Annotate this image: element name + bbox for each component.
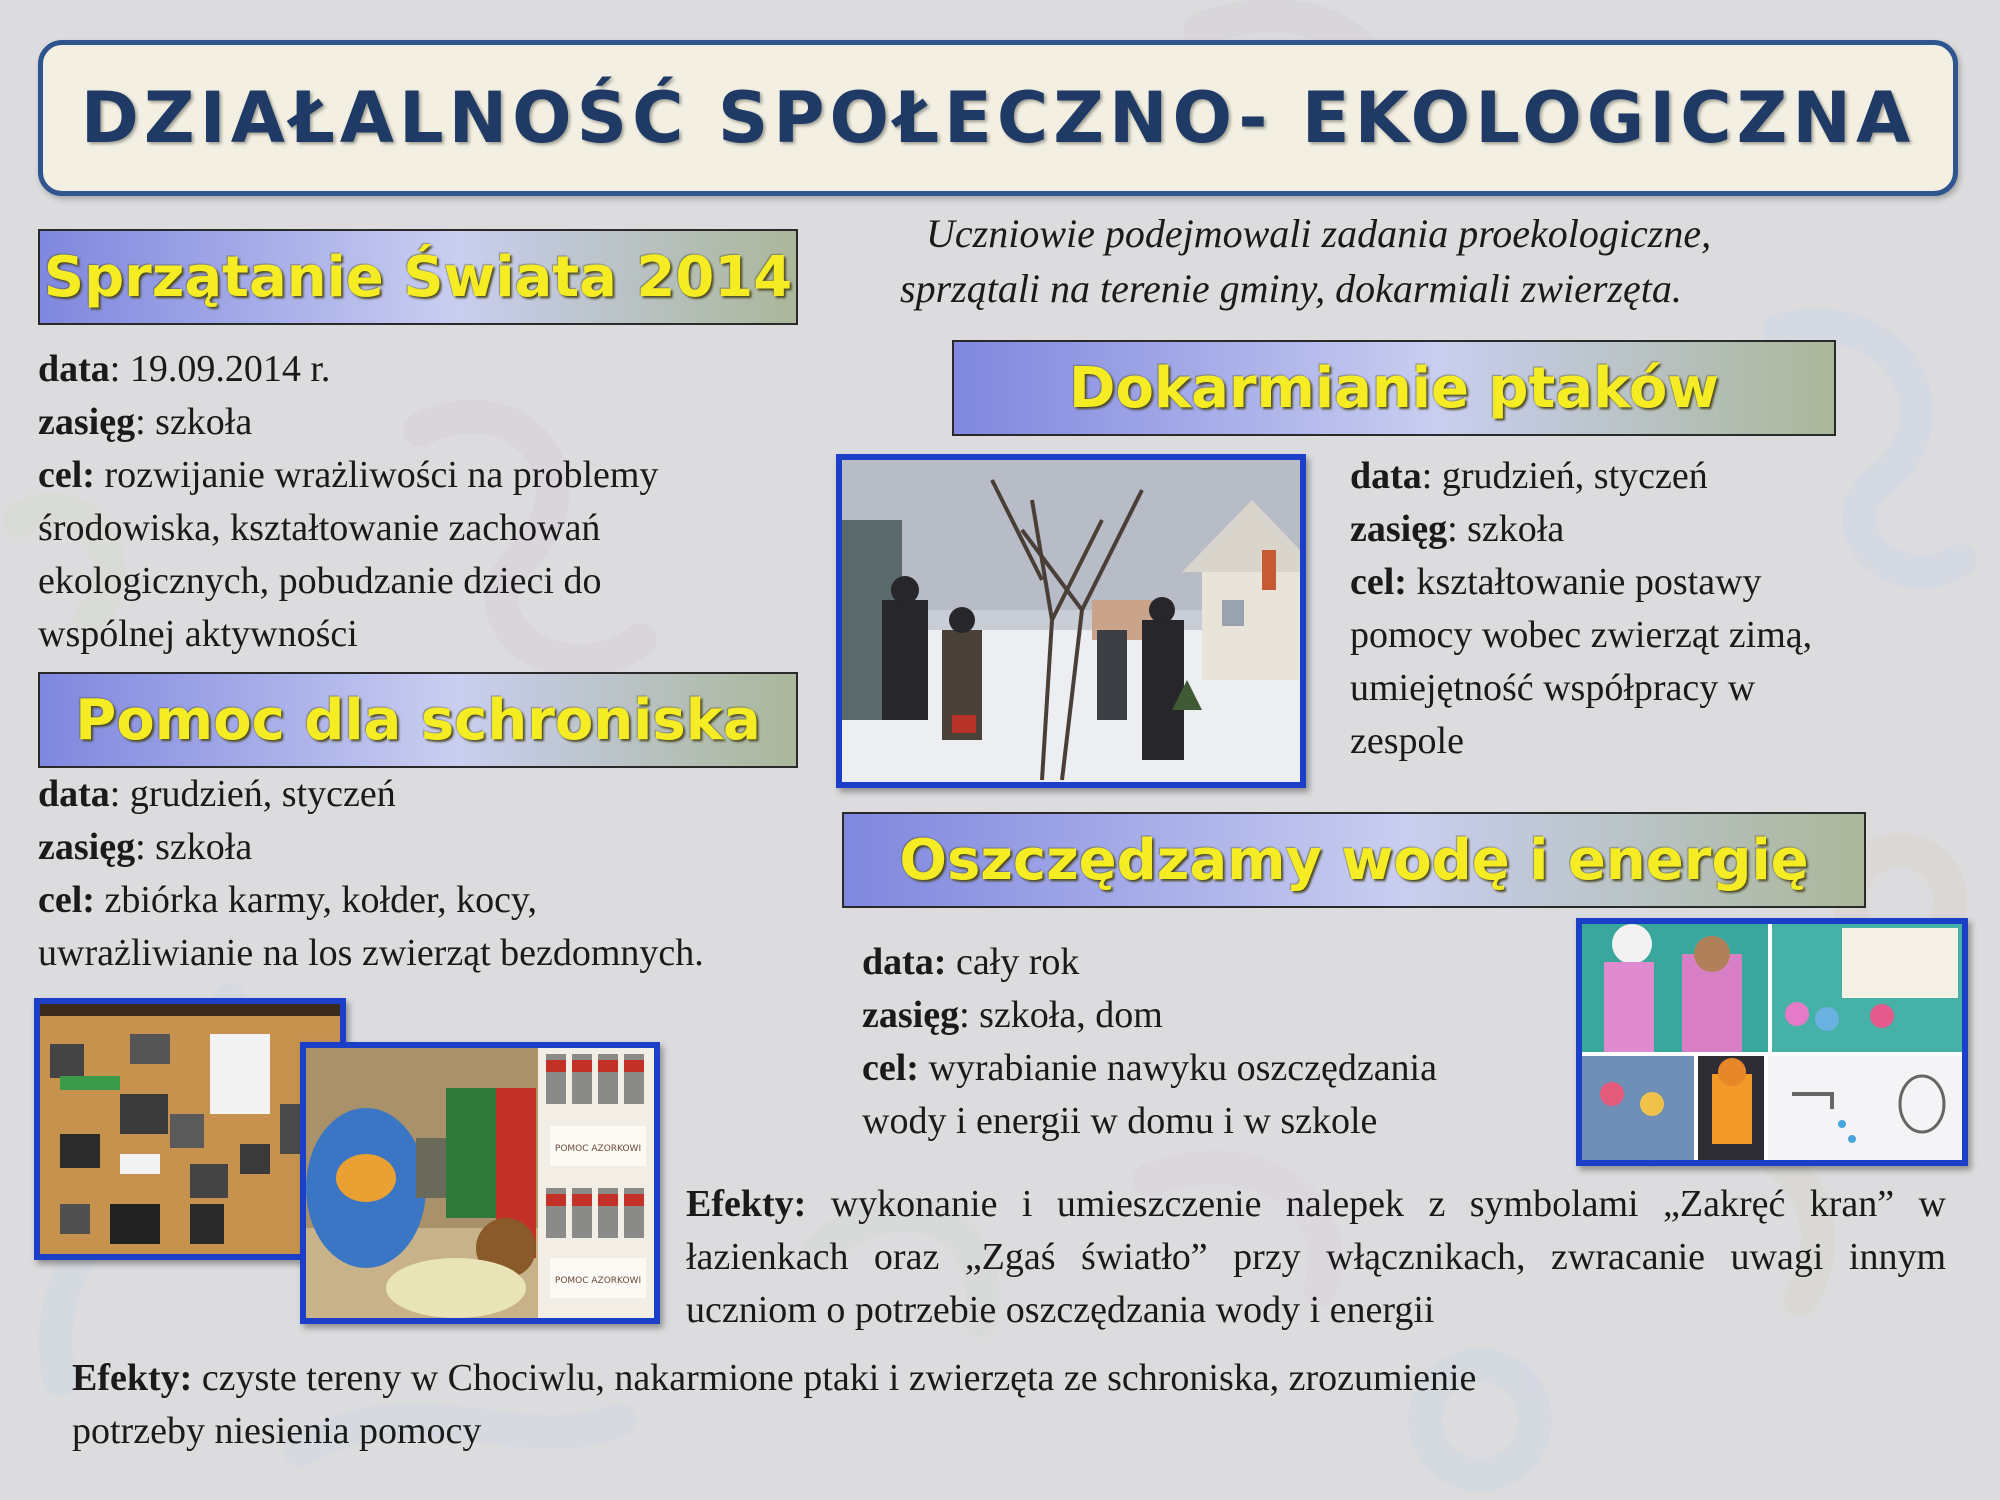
heading-woda: Oszczędzamy wodę i energię bbox=[899, 827, 1809, 893]
footer-efekty bbox=[72, 1352, 1952, 1458]
ptaki-data-value: : grudzień, styczeń bbox=[1421, 455, 1708, 497]
footer-efekty-line-2: potrzeby niesienia pomocy bbox=[72, 1410, 482, 1452]
sprzatanie-data-row bbox=[38, 343, 838, 396]
sprzatanie-details bbox=[38, 343, 838, 661]
ptaki-zasieg-row bbox=[1350, 503, 1970, 556]
label-cel: cel: bbox=[38, 454, 95, 496]
heading-woda-banner bbox=[842, 812, 1866, 908]
sprzatanie-cel-line-4: wspólnej aktywności bbox=[38, 613, 358, 655]
ptaki-cel-row bbox=[1350, 556, 1970, 609]
heading-sprzatanie: Sprzątanie Świata 2014 bbox=[43, 244, 793, 310]
woda-cel-row bbox=[862, 1042, 1562, 1095]
ptaki-cel-line-3: umiejętność współpracy w bbox=[1350, 667, 1756, 709]
woda-efekty bbox=[686, 1178, 1946, 1337]
schronisko-zasieg-row bbox=[38, 821, 838, 874]
woda-data-value: cały rok bbox=[946, 941, 1080, 983]
label-data: data bbox=[38, 348, 110, 390]
heading-ptaki: Dokarmianie ptaków bbox=[1068, 355, 1720, 421]
label-data: data bbox=[38, 773, 110, 815]
schronisko-zasieg-value: : szkoła bbox=[135, 826, 253, 868]
ptaki-data-row bbox=[1350, 450, 1970, 503]
heading-sprzatanie-banner bbox=[38, 229, 798, 325]
woda-cel-line-1: wyrabianie nawyku oszczędzania bbox=[918, 1047, 1437, 1089]
photo-water-energy-collage bbox=[1576, 918, 1968, 1166]
label-efekty: Efekty: bbox=[72, 1357, 193, 1399]
heading-schronisko-banner bbox=[38, 672, 798, 768]
schronisko-data-value: : grudzień, styczeń bbox=[109, 773, 396, 815]
woda-zasieg-value: : szkoła, dom bbox=[959, 994, 1163, 1036]
label-cel: cel: bbox=[862, 1047, 919, 1089]
label-zasieg: zasięg bbox=[862, 994, 960, 1036]
photo-donations bbox=[300, 1042, 660, 1324]
sprzatanie-zasieg-value: : szkoła bbox=[135, 401, 253, 443]
schronisko-data-row bbox=[38, 768, 838, 821]
page-title: DZIAŁALNOŚĆ SPOŁECZNO- EKOLOGICZNA bbox=[80, 77, 1916, 159]
woda-cel-line-2: wody i energii w domu i w szkole bbox=[862, 1100, 1378, 1142]
schronisko-cel-line-1: zbiórka karmy, kołder, kocy, bbox=[94, 879, 537, 921]
footer-efekty-row-1 bbox=[72, 1352, 1952, 1405]
woda-data-row: data: cały rok bbox=[862, 941, 1080, 983]
label-zasieg: zasięg bbox=[1350, 508, 1448, 550]
woda-zasieg-row bbox=[862, 989, 1562, 1042]
ptaki-cel-line-1: kształtowanie postawy bbox=[1406, 561, 1762, 603]
footer-efekty-line-1: czyste tereny w Chociwlu, nakarmione ptaki i zwierzęta ze schroniska, zrozumienie bbox=[192, 1357, 1477, 1399]
schronisko-cel-line-2: uwrażliwianie na los zwierząt bezdomnych. bbox=[38, 932, 704, 974]
woda-efekty-text: wykonanie i umieszczenie nalepek z symbolami „Zakręć kran” w łazienkach oraz „Zgaś światło” przy włącznikach, zwracanie uwagi innym uczniom o potrzebie oszczędzania wody i energii bbox=[686, 1183, 1946, 1331]
intro-text bbox=[900, 206, 1920, 316]
pomoc-azorkowi-sign-1: POMOC AZORKOWI bbox=[554, 1144, 642, 1154]
label-cel: cel: bbox=[1350, 561, 1407, 603]
ptaki-zasieg-value: : szkoła bbox=[1447, 508, 1565, 550]
heading-ptaki-banner bbox=[952, 340, 1836, 436]
sprzatanie-cel-row bbox=[38, 449, 838, 502]
sprzatanie-cel-line-2: środowiska, kształtowanie zachowań bbox=[38, 507, 601, 549]
pomoc-azorkowi-sign-2: POMOC AZORKOWI bbox=[554, 1276, 642, 1286]
sprzatanie-cel-line-3: ekologicznych, pobudzanie dzieci do bbox=[38, 560, 602, 602]
sprzatanie-cel-line-1: rozwijanie wrażliwości na problemy bbox=[94, 454, 659, 496]
schronisko-details bbox=[38, 768, 838, 980]
label-data: data bbox=[862, 941, 934, 983]
label-cel: cel: bbox=[38, 879, 95, 921]
ptaki-details bbox=[1350, 450, 1970, 768]
sprzatanie-data-value: : 19.09.2014 r. bbox=[109, 348, 331, 390]
label-data: data bbox=[1350, 455, 1422, 497]
heading-schronisko: Pomoc dla schroniska bbox=[75, 687, 761, 753]
schronisko-cel-row bbox=[38, 874, 838, 927]
sprzatanie-zasieg-row bbox=[38, 396, 838, 449]
label-zasieg: zasięg bbox=[38, 826, 136, 868]
intro-line-1: Uczniowie podejmowali zadania proekologiczne, bbox=[926, 211, 1712, 256]
intro-line-2: sprzątali na terenie gminy, dokarmiali zwierzęta. bbox=[900, 266, 1682, 311]
woda-details bbox=[862, 936, 1562, 1148]
label-zasieg: zasięg bbox=[38, 401, 136, 443]
ptaki-cel-line-4: zespole bbox=[1350, 720, 1464, 762]
ptaki-cel-line-2: pomocy wobec zwierząt zimą, bbox=[1350, 614, 1813, 656]
photo-bird-feeding bbox=[836, 454, 1306, 788]
label-efekty: Efekty: bbox=[686, 1183, 807, 1225]
title-box bbox=[38, 40, 1958, 196]
